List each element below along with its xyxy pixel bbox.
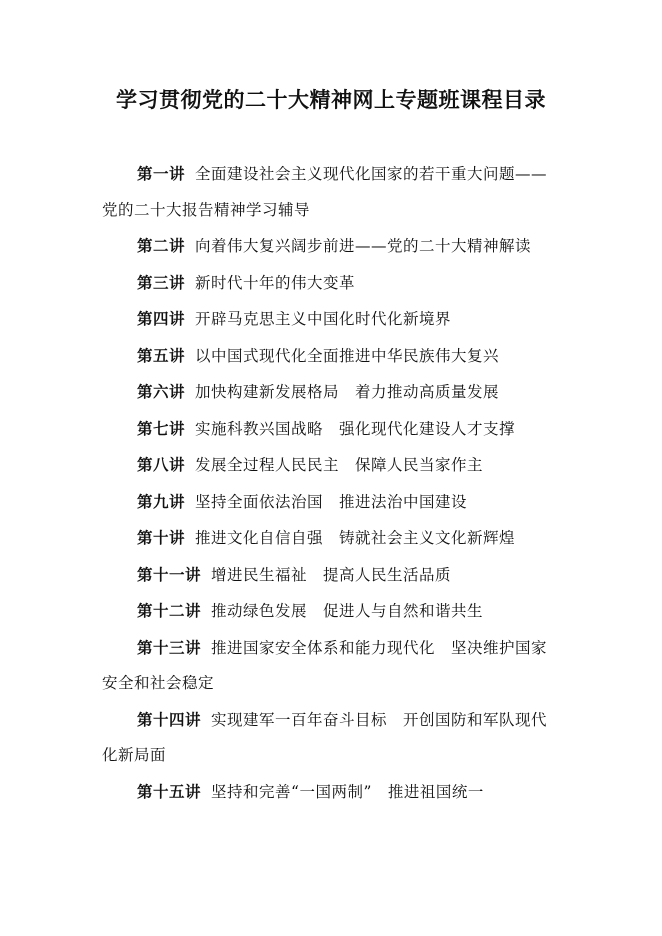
- list-item: [102, 520, 554, 557]
- lecture-number: 第九讲: [137, 491, 186, 511]
- lecture-title: 推进文化自信自强 铸就社会主义文化新辉煌: [195, 529, 516, 547]
- list-item: [102, 702, 554, 774]
- lecture-number: 第四讲: [137, 309, 186, 328]
- lecture-title: 开辟马克思主义中国化时代化新境界: [195, 310, 452, 328]
- list-item: [102, 265, 554, 302]
- lecture-number: 第十一讲: [137, 564, 202, 584]
- lecture-title: 加快构建新发展格局 着力推动高质量发展: [195, 383, 500, 401]
- lecture-number: 第一讲: [137, 164, 186, 183]
- list-item: [102, 338, 554, 375]
- lecture-number: 第十三讲: [137, 637, 202, 657]
- lecture-title: 新时代十年的伟大变革: [195, 273, 356, 292]
- lecture-number: 第三讲: [137, 272, 186, 292]
- lecture-number: 第十五讲: [137, 781, 202, 801]
- list-item: [102, 630, 554, 702]
- lecture-title: 实现建军一百年奋斗目标 开创国防和军队现代化新局面: [102, 710, 548, 764]
- document-title: 学习贯彻党的二十大精神网上专题班课程目录: [116, 87, 546, 112]
- course-catalog-list: [102, 156, 554, 810]
- lecture-number: 第五讲: [137, 345, 186, 365]
- lecture-title: 以中国式现代化全面推进中华民族伟大复兴: [195, 346, 500, 365]
- list-item: [102, 557, 554, 594]
- lecture-title: 增进民生福祉 提高人民生活品质: [211, 565, 452, 584]
- lecture-title: 向着伟大复兴阔步前进——党的二十大精神解读: [195, 237, 532, 255]
- lecture-number: 第八讲: [137, 455, 186, 474]
- lecture-number: 第二讲: [137, 236, 186, 255]
- lecture-title: 推进国家安全体系和能力现代化 坚决维护国家安全和社会稳定: [102, 638, 548, 692]
- lecture-title: 坚持和完善“一国两制” 推进祖国统一: [211, 782, 484, 801]
- list-item: [102, 593, 554, 630]
- lecture-title: 实施科教兴国战略 强化现代化建设人才支撑: [195, 419, 516, 438]
- lecture-number: 第七讲: [137, 418, 186, 438]
- list-item: [102, 156, 554, 228]
- lecture-number: 第十讲: [137, 528, 186, 547]
- lecture-title: 全面建设社会主义现代化国家的若干重大问题——党的二十大报告精神学习辅导: [102, 165, 548, 219]
- list-item: [102, 774, 554, 811]
- lecture-title: 推动绿色发展 促进人与自然和谐共生: [211, 602, 484, 620]
- list-item: [102, 228, 554, 265]
- lecture-number: 第十四讲: [137, 709, 202, 729]
- list-item: [102, 301, 554, 338]
- list-item: [102, 411, 554, 448]
- lecture-title: 发展全过程人民民主 保障人民当家作主: [195, 456, 484, 474]
- lecture-number: 第十二讲: [137, 601, 202, 620]
- list-item: [102, 374, 554, 411]
- lecture-number: 第六讲: [137, 382, 186, 401]
- lecture-title: 坚持全面依法治国 推进法治中国建设: [195, 492, 468, 511]
- list-item: [102, 484, 554, 521]
- list-item: [102, 447, 554, 484]
